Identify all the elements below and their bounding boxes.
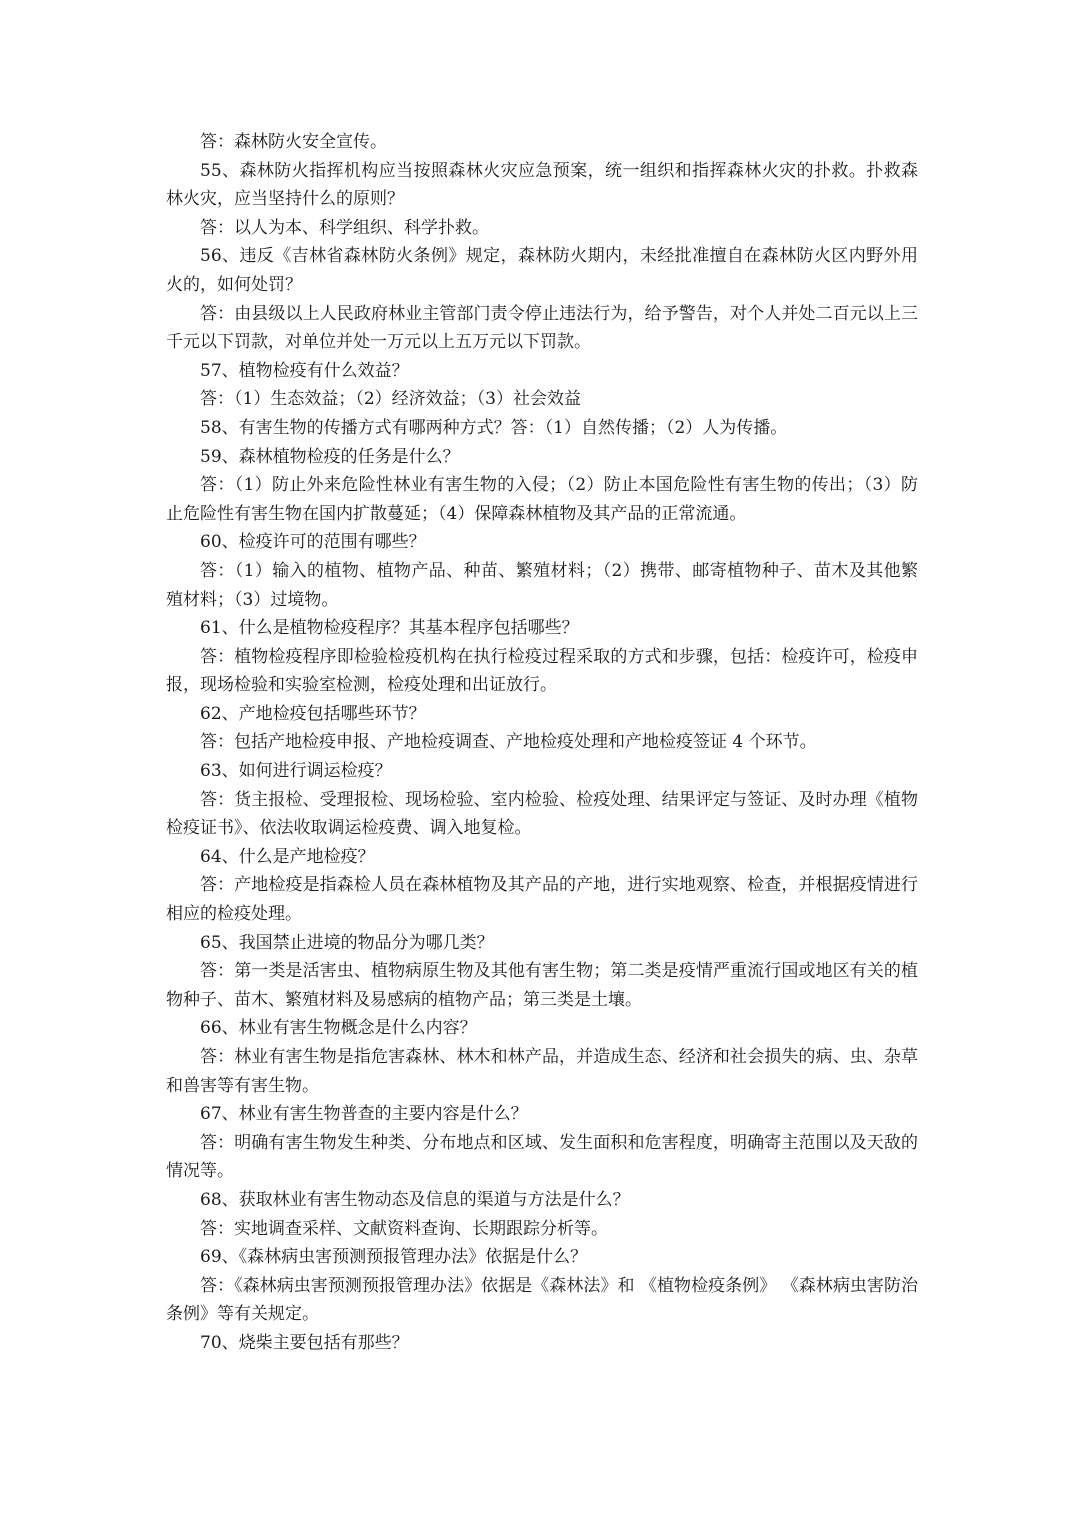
- answer-65: 答：第一类是活害虫、植物病原生物及其他有害生物；第二类是疫情严重流行国或地区有关的植物种子、苗木、繁殖材料及易感病的植物产品；第三类是土壤。: [166, 961, 918, 1010]
- answer-68: 答：实地调查采样、文献资料查询、长期跟踪分析等。: [200, 1218, 608, 1239]
- question-60: 60、检疫许可的范围有哪些？: [200, 532, 426, 553]
- answer-59: 答：（1）防止外来危险性林业有害生物的入侵；（2）防止本国危险性有害生物的传出；（3）防止危险性有害生物在国内扩散蔓延；（4）保障森林植物及其产品的正常流通。: [166, 475, 918, 524]
- answer-61: 答：植物检疫程序即检验检疫机构在执行检疫过程采取的方式和步骤，包括：检疫许可，检疫申报，现场检验和实验室检测，检疫处理和出证放行。: [166, 646, 918, 696]
- answer-60: 答：（1）输入的植物、植物产品、种苗、繁殖材料；（2）携带、邮寄植物种子、苗木及其他繁殖材料；（3）过境物。: [166, 560, 918, 610]
- question-66: 66、林业有害生物概念是什么内容？: [200, 1018, 477, 1039]
- question-64: 64、什么是产地检疫？: [200, 846, 375, 867]
- question-59: 59、森林植物检疫的任务是什么？: [200, 446, 460, 467]
- answer-62: 答：包括产地检疫申报、产地检疫调查、产地检疫处理和产地检疫签证 4 个环节。: [200, 732, 817, 753]
- question-62: 62、产地检疫包括哪些环节？: [200, 703, 426, 724]
- question-answer-58: 58、有害生物的传播方式有哪两种方式？答：（1）自然传播；（2）人为传播。: [200, 417, 788, 438]
- answer-67: 答：明确有害生物发生种类、分布地点和区域、发生面积和危害程度，明确寄主范围以及天敌的情况等。: [166, 1132, 918, 1182]
- answer-55: 答：以人为本、科学组织、科学扑救。: [200, 217, 489, 238]
- question-63: 63、如何进行调运检疫？: [200, 761, 392, 782]
- question-56: 56、违反《吉林省森林防火条例》规定，森林防火期内，未经批准擅自在森林防火区内野外用火的，如何处罚？: [166, 246, 918, 295]
- question-67: 67、林业有害生物普查的主要内容是什么？: [200, 1104, 528, 1125]
- document-page: [166, 128, 918, 1358]
- answer-57: 答：（1）生态效益；（2）经济效益；（3）社会效益: [200, 389, 581, 410]
- question-68: 68、获取林业有害生物动态及信息的渠道与方法是什么？: [200, 1189, 630, 1210]
- answer-64: 答：产地检疫是指森检人员在森林植物及其产品的产地，进行实地观察、检查，并根据疫情进行相应的检疫处理。: [166, 875, 918, 925]
- question-57: 57、植物检疫有什么效益？: [200, 360, 409, 381]
- question-61: 61、什么是植物检疫程序？其基本程序包括哪些？: [200, 618, 579, 639]
- question-55: 55、森林防火指挥机构应当按照森林火灾应急预案，统一组织和指挥森林火灾的扑救。扑救森林火灾，应当坚持什么的原则？: [166, 160, 918, 210]
- question-65: 65、我国禁止进境的物品分为哪几类？: [200, 932, 494, 953]
- answer-56: 答：由县级以上人民政府林业主管部门责令停止违法行为，给予警告，对个人并处二百元以上三千元以下罚款，对单位并处一万元以上五万元以下罚款。: [166, 303, 918, 353]
- question-70: 70、烧柴主要包括有那些？: [200, 1332, 409, 1353]
- question-69: 69、《森林病虫害预测预报管理办法》依据是什么？: [200, 1247, 588, 1268]
- answer-69: 答：《森林病虫害预测预报管理办法》依据是《森林法》和 《植物检疫条例》 《森林病虫害防治条例》等有关规定。: [166, 1275, 918, 1325]
- answer-54: 答：森林防火安全宣传。: [200, 132, 387, 152]
- answer-63: 答：货主报检、受理报检、现场检验、室内检验、检疫处理、结果评定与签证、及时办理《植物检疫证书》、依法收取调运检疫费、调入地复检。: [166, 789, 918, 839]
- answer-66: 答：林业有害生物是指危害森林、林木和林产品，并造成生态、经济和社会损失的病、虫、杂草和兽害等有害生物。: [166, 1047, 918, 1096]
